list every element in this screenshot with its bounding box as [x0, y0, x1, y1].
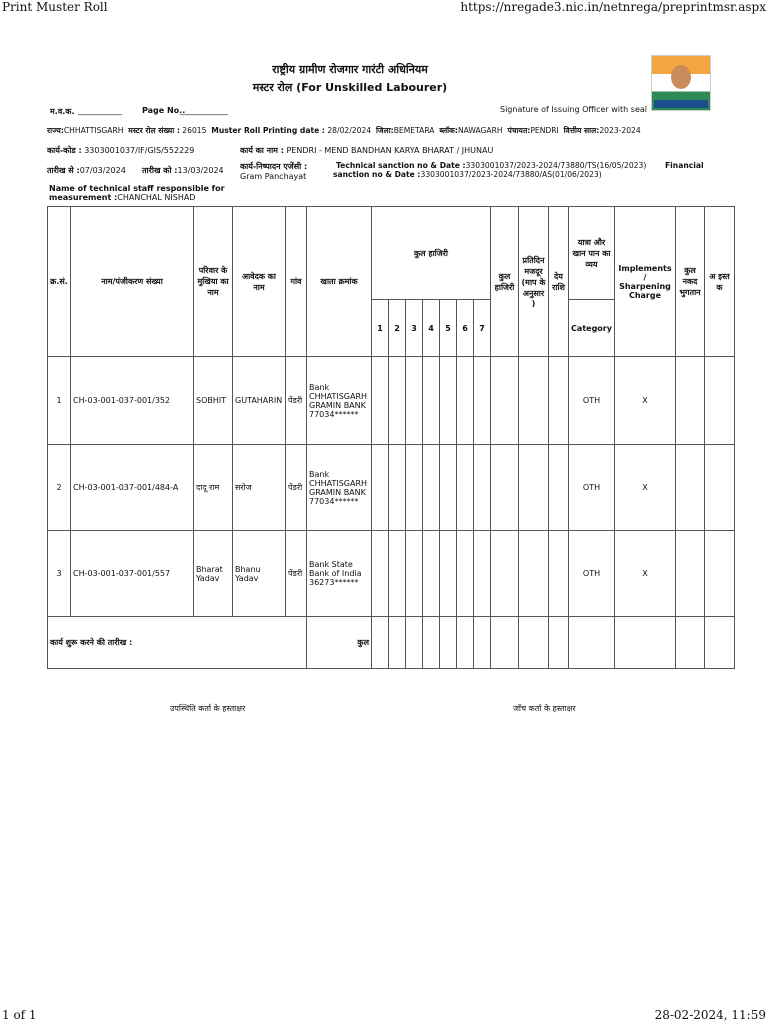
tech-sanction: Technical sanction no & Date :3303001037/2023-2024/73880/TS(16/05/2023)	[336, 161, 647, 170]
col-implements: Implements / Sharpening Charge	[615, 207, 676, 357]
gandhi-portrait-icon	[671, 65, 691, 89]
day-col: 3	[406, 300, 423, 357]
start-date-label: कार्य शुरू करने की तारीख :	[48, 617, 307, 669]
table-row: 1 CH-03-001-037-001/352 SOBHIT GUTAHARIN पेंडरी Bank CHHATISGARH GRAMIN BANK 77034****** OTH X	[48, 357, 735, 445]
col-attendance: कुल हाजिरी	[372, 207, 491, 300]
mr-no-label: म.व.क.	[50, 107, 75, 116]
col-daily-wage: प्रतिदिन मजदूर (माप के अनुसार )	[519, 207, 549, 357]
page-no-value: ____________	[180, 106, 228, 115]
date-to: तारीख को :13/03/2024	[142, 166, 224, 175]
muster-roll-table	[47, 206, 735, 669]
attendance-taker-signature: उपस्थिति कर्ता के हस्ताक्षर	[170, 704, 246, 713]
page-no-label: Page No..	[142, 106, 186, 115]
page-count: 1 of 1	[2, 1008, 37, 1022]
fin-sanction: sanction no & Date :3303001037/2023-2024/73880/AS(01/06/2023)	[333, 170, 602, 179]
day-col: 1	[372, 300, 389, 357]
act-title: राष्ट्रीय ग्रामीण रोजगार गारंटी अधिनियम	[272, 63, 428, 76]
day-col: 6	[457, 300, 474, 357]
col-account: खाता क्रमांक	[307, 207, 372, 357]
col-village: गांव	[286, 207, 307, 357]
total-label: कुल	[307, 617, 372, 669]
col-due: देय राशि	[549, 207, 569, 357]
agency: कार्य-निष्पादन एजेंसी : Gram Panchayat	[240, 162, 308, 181]
day-col: 5	[440, 300, 457, 357]
browser-url: https://nregade3.nic.in/netnrega/preprintmsr.aspx	[460, 0, 766, 14]
work-name: कार्य का नाम : PENDRI - MEND BANDHAN KARYA BHARAT / JHUNAU	[240, 146, 494, 155]
browser-page-title: Print Muster Roll	[2, 0, 108, 14]
col-sno: क्र.सं.	[48, 207, 71, 357]
fin-sanction-label-a: Financial	[665, 161, 704, 170]
day-col: 4	[423, 300, 440, 357]
col-extra: अ इस्त क	[705, 207, 735, 357]
tech-staff: Name of technical staff responsible for measurement :CHANCHAL NISHAD	[49, 184, 225, 202]
table-row: 3 CH-03-001-037-001/557 Bharat Yadav Bhanu Yadav पेंडरी Bank State Bank of India 36273****** OTH X	[48, 531, 735, 617]
table-row: 2 CH-03-001-037-001/484-A दादू राम सरोज पेंडरी Bank CHHATISGARH GRAMIN BANK 77034****** OTH X	[48, 445, 735, 531]
col-category: Category	[569, 300, 615, 357]
col-travel: यात्रा और खान पान का व्यय	[569, 207, 615, 300]
col-total-attendance: कुल हाजिरी	[491, 207, 519, 357]
col-cash: कुल नकद भुगतान	[676, 207, 705, 357]
table-footer-row	[48, 617, 735, 669]
info-line-1: राज्य:CHHATTISGARH मस्टर रोल संख्या : 26015 Muster Roll Printing date : 28/02/2024 जिला:BEMETARA ब्लॉक:NAWAGARH पंचायत:PENDRI वित्तीय साल:2023-2024	[47, 126, 641, 135]
issuing-officer-signature-label: Signature of Issuing Officer with seal	[500, 105, 647, 114]
work-code: कार्य-कोड : 3303001037/IF/GIS/552229	[47, 146, 195, 155]
mgnrega-logo	[651, 55, 711, 111]
day-col: 7	[474, 300, 491, 357]
checker-signature: जाँच कर्ता के हस्ताक्षर	[513, 704, 576, 713]
col-name-reg: नाम/पंजीकरण संख्या	[71, 207, 194, 357]
col-head: परिवार के मुखिया का नाम	[194, 207, 233, 357]
muster-title: मस्टर रोल (For Unskilled Labourer)	[252, 81, 448, 94]
print-datetime: 28-02-2024, 11:59	[654, 1008, 766, 1022]
day-col: 2	[389, 300, 406, 357]
mr-no-value: ___________	[78, 106, 122, 115]
date-from: तारीख से :07/03/2024	[47, 166, 126, 175]
col-applicant: आवेदक का नाम	[233, 207, 286, 357]
